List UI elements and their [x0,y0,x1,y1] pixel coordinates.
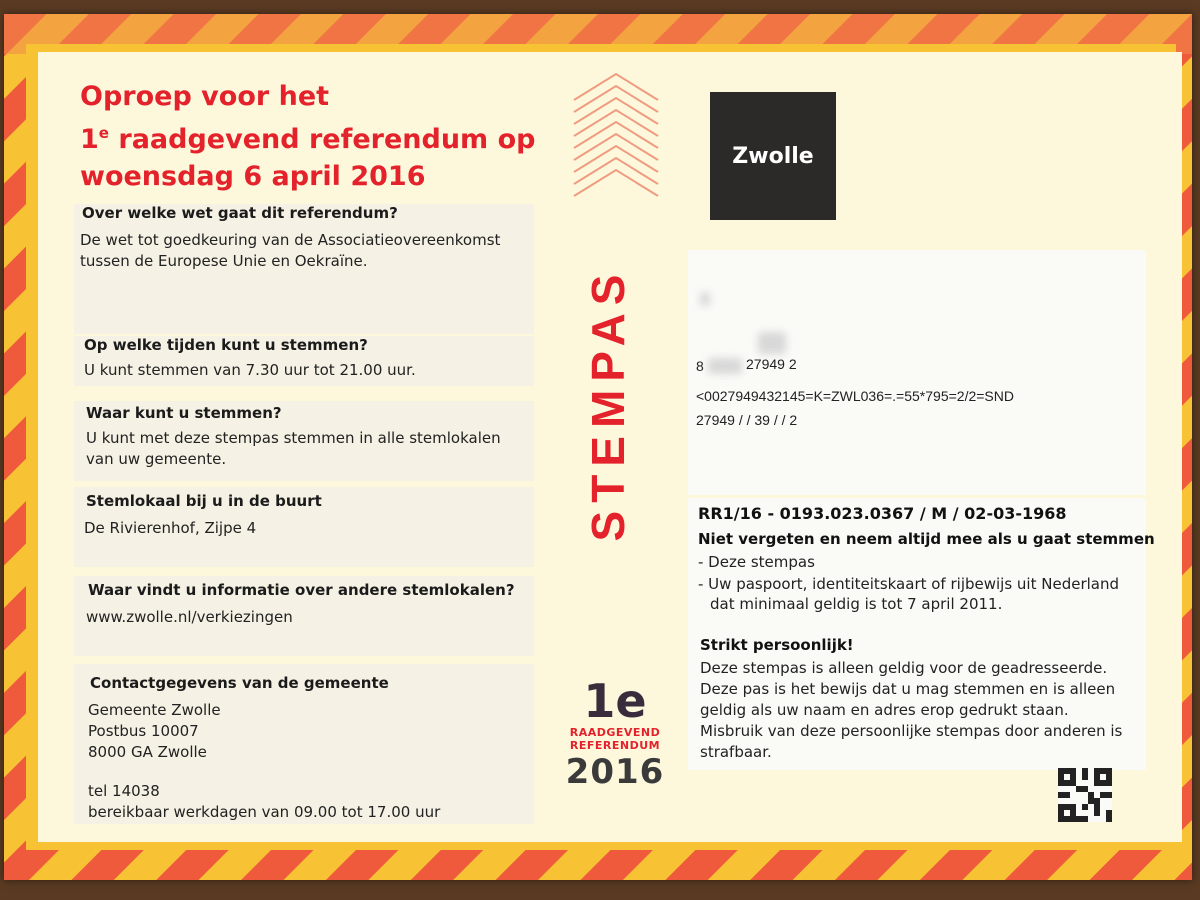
question-info: Waar vindt u informatie over andere stemlokalen? [88,581,515,599]
municipality-logo: Zwolle [710,92,836,220]
barcode-text: <0027949432145=K=ZWL036=.=55*795=2/2=SND [696,388,1014,404]
qr-code-icon [1058,768,1112,822]
title-line-3: woensdag 6 april 2016 [80,161,426,192]
chevron-pattern-icon [570,70,662,220]
contact-phone [88,781,440,823]
reminder-heading: Niet vergeten en neem altijd mee als u gaat stemmen [698,530,1155,548]
answer-where [86,428,501,470]
question-law: Over welke wet gaat dit referendum? [82,204,398,222]
question-contact: Contactgegevens van de gemeente [90,674,389,692]
contact-line: 8000 GA Zwolle [88,743,207,761]
strict-text [700,658,1122,763]
reminder-bullet: - Uw paspoort, identiteitskaart of rijbewijs uit Nederland [698,575,1119,593]
code-line: 27949 / / 39 / / 2 [696,412,798,428]
strict-line: Deze stempas is alleen geldig voor de geadresseerde. [700,659,1108,677]
title-rest: raadgevend referendum op [108,124,536,155]
answer-law [80,230,500,272]
stempas-text: STEMPAS [582,266,635,542]
contact-line: Gemeente Zwolle [88,701,221,719]
title-line-1: Oproep voor het [80,81,330,112]
question-polling-station: Stemlokaal bij u in de buurt [86,492,322,510]
reminder-bullet-cont: dat minimaal geldig is tot 7 april 2011. [710,595,1003,613]
address-code-suffix: 27949 2 [746,356,797,372]
referendum-logo [560,676,670,806]
reference-code: RR1/16 - 0193.023.0367 / M / 02-03-1968 [698,504,1067,523]
answer-where-line: van uw gemeente. [86,450,227,468]
redaction [700,292,710,306]
contact-line: bereikbaar werkdagen van 09.00 tot 17.00 uur [88,803,441,821]
ref-logo-year: 2016 [565,752,665,792]
question-times: Op welke tijden kunt u stemmen? [84,336,368,354]
answer-law-line: tussen de Europese Unie en Oekraïne. [80,252,368,270]
ref-logo-num: 1e [583,674,647,728]
redaction [758,332,786,354]
strict-line: strafbaar. [700,743,772,761]
title-line-2 [80,115,535,158]
contact-line: Postbus 10007 [88,722,199,740]
reminder-bullet: - Deze stempas [698,553,815,571]
ref-logo-word: RAADGEVEND [569,726,661,739]
address-box [688,250,1146,495]
ref-logo-word: REFERENDUM [569,739,661,752]
answer-law-line: De wet tot goedkeuring van de Associatieovereenkomst [80,231,501,249]
answer-polling-station: De Rivierenhof, Zijpe 4 [84,519,257,537]
right-info-panel [688,498,1155,770]
answer-times: U kunt stemmen van 7.30 uur tot 21.00 uur. [84,361,416,379]
strict-line: Misbruik van deze persoonlijke stempas door anderen is [700,722,1123,740]
title-sup: e [98,124,109,142]
address-code-prefix: 8 [696,358,704,374]
strict-heading: Strikt persoonlijk! [700,636,854,654]
question-where: Waar kunt u stemmen? [86,404,282,422]
answer-where-line: U kunt met deze stempas stemmen in alle stemlokalen [86,429,501,447]
title-num: 1 [80,124,99,155]
voting-pass-card [4,14,1192,880]
redaction [708,358,742,374]
page-title [80,78,535,195]
strict-line: Deze pas is het bewijs dat u mag stemmen en is alleen [700,680,1116,698]
stempas-vertical-title [552,249,672,559]
strict-line: geldig als uw naam en adres erop gedrukt staan. [700,701,1069,719]
contact-details [88,700,221,763]
contact-line: tel 14038 [88,782,160,800]
answer-info-url: www.zwolle.nl/verkiezingen [86,608,293,626]
